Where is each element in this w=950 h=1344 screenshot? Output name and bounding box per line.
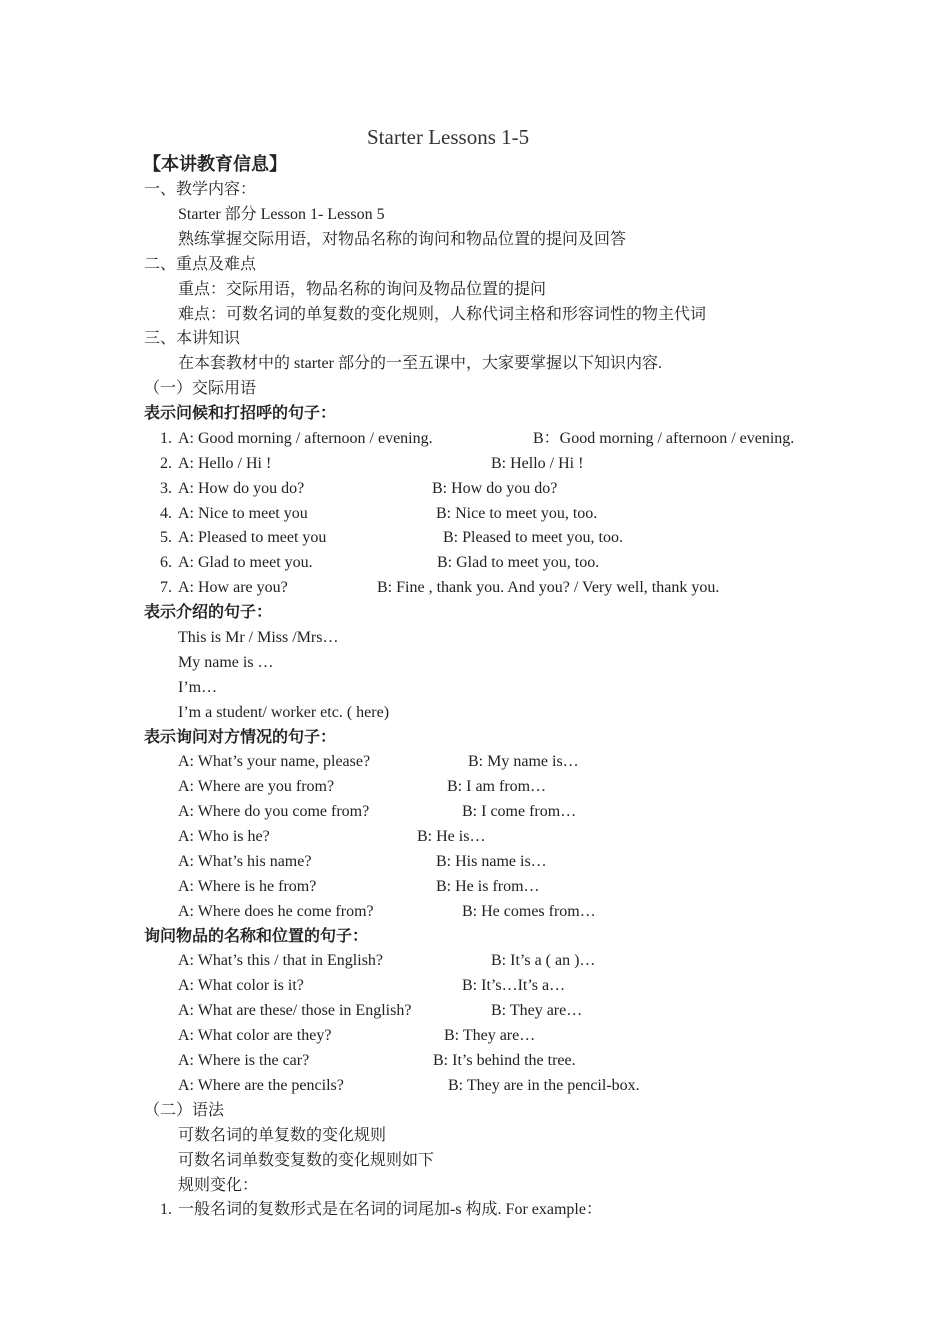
teaching-content-line: Starter 部分 Lesson 1- Lesson 5 [178, 206, 385, 223]
dialogue-b: B: How do you do? [432, 480, 558, 497]
dialogue-b: B: He is from… [436, 878, 540, 895]
dialogue-a: A: Where do you come from? [178, 803, 370, 820]
knowledge-heading: 三、本讲知识 [144, 330, 241, 347]
grammar-line: 可数名词的单复数的变化规则 [178, 1127, 387, 1144]
grammar-line: 可数名词单数变复数的变化规则如下 [178, 1152, 435, 1169]
list-number: 7. [160, 579, 172, 596]
teaching-content-heading: 一、教学内容： [144, 181, 257, 198]
intro-line: I’m… [178, 679, 218, 696]
teaching-content-line: 熟练掌握交际用语，对物品名称的询问和物品位置的提问及回答 [178, 231, 627, 248]
dialogue-a: A: How are you? [178, 579, 288, 596]
dialogue-a: A: Where is he from? [178, 878, 317, 895]
dialogue-b: B: I am from… [447, 778, 547, 795]
dialogue-a: A: Who is he? [178, 828, 270, 845]
page-title: Starter Lessons 1-5 [367, 125, 530, 149]
dialogue-a: A: Glad to meet you. [178, 554, 313, 571]
dialogue-b: B: They are in the pencil-box. [448, 1077, 640, 1094]
dialogue-b: B: It’s behind the tree. [433, 1052, 576, 1069]
dialogue-b: B: His name is… [436, 853, 547, 870]
objects-heading: 询问物品的名称和位置的句子： [144, 928, 369, 945]
dialogue-a: A: Good morning / afternoon / evening. [178, 430, 433, 447]
dialogue-b: B: My name is… [468, 753, 579, 770]
dialogue-b: B: It’s a ( an )… [491, 952, 596, 969]
dialogue-a: A: What’s your name, please? [178, 753, 371, 770]
list-number: 5. [160, 529, 172, 546]
list-number: 3. [160, 480, 172, 497]
dialogue-a: A: Where are you from? [178, 778, 335, 795]
grammar-line: 规则变化： [178, 1177, 259, 1194]
dialogue-a: A: How do you do? [178, 480, 305, 497]
dialogue-a: A: What are these/ those in English? [178, 1002, 412, 1019]
dialogue-b: B: It’s…It’s a… [462, 977, 566, 994]
greetings-heading: 表示问候和打招呼的句子： [144, 405, 337, 422]
dialogue-a: A: Where does he come from? [178, 903, 374, 920]
dialogue-b: B: Pleased to meet you, too. [443, 529, 623, 546]
dialogue-b: B: They are… [491, 1002, 583, 1019]
list-number: 2. [160, 455, 172, 472]
dialogue-b: B: They are… [444, 1027, 536, 1044]
intro-line: This is Mr / Miss /Mrs… [178, 629, 339, 646]
key-points-heading: 二、重点及难点 [144, 256, 257, 273]
dialogue-a: A: What color are they? [178, 1027, 332, 1044]
dialogue-b: B: He is… [417, 828, 486, 845]
section-header: 【本讲教育信息】 [143, 154, 287, 174]
list-number: 4. [160, 505, 172, 522]
part1-heading: （一）交际用语 [144, 380, 257, 397]
dialogue-b: B: Fine , thank you. And you? / Very well, thank you. [377, 579, 720, 596]
list-number: 1. [160, 430, 172, 447]
dialogue-b: B: Glad to meet you, too. [437, 554, 600, 571]
asking-heading: 表示询问对方情况的句子： [144, 729, 337, 746]
intro-line: My name is … [178, 654, 274, 671]
key-points-line: 难点：可数名词的单复数的变化规则，人称代词主格和形容词性的物主代词 [178, 306, 707, 323]
list-number: 6. [160, 554, 172, 571]
dialogue-a: A: What’s his name? [178, 853, 312, 870]
dialogue-a: A: Nice to meet you [178, 505, 308, 522]
dialogue-a: A: Where are the pencils? [178, 1077, 344, 1094]
dialogue-a: A: What’s this / that in English? [178, 952, 384, 969]
dialogue-a: A: Hello / Hi ! [178, 455, 272, 472]
dialogue-a: A: What color is it? [178, 977, 304, 994]
dialogue-a: A: Pleased to meet you [178, 529, 327, 546]
key-points-line: 重点：交际用语，物品名称的询问及物品位置的提问 [178, 281, 547, 298]
dialogue-b: B: He comes from… [462, 903, 596, 920]
list-number: 1. [160, 1201, 172, 1218]
dialogue-b: B: I come from… [462, 803, 577, 820]
intro-line: I’m a student/ worker etc. ( here) [178, 704, 390, 721]
knowledge-intro: 在本套教材中的 starter 部分的一至五课中，大家要掌握以下知识内容. [178, 355, 662, 372]
dialogue-b: B: Hello / Hi ! [491, 455, 584, 472]
dialogue-a: A: Where is the car? [178, 1052, 310, 1069]
dialogue-b: B: Nice to meet you, too. [436, 505, 598, 522]
introductions-heading: 表示介绍的句子： [144, 604, 273, 621]
grammar-rule: 一般名词的复数形式是在名词的词尾加-s 构成. For example： [178, 1201, 602, 1218]
grammar-heading: （二）语法 [144, 1102, 225, 1119]
dialogue-b: B：Good morning / afternoon / evening. [533, 430, 795, 447]
